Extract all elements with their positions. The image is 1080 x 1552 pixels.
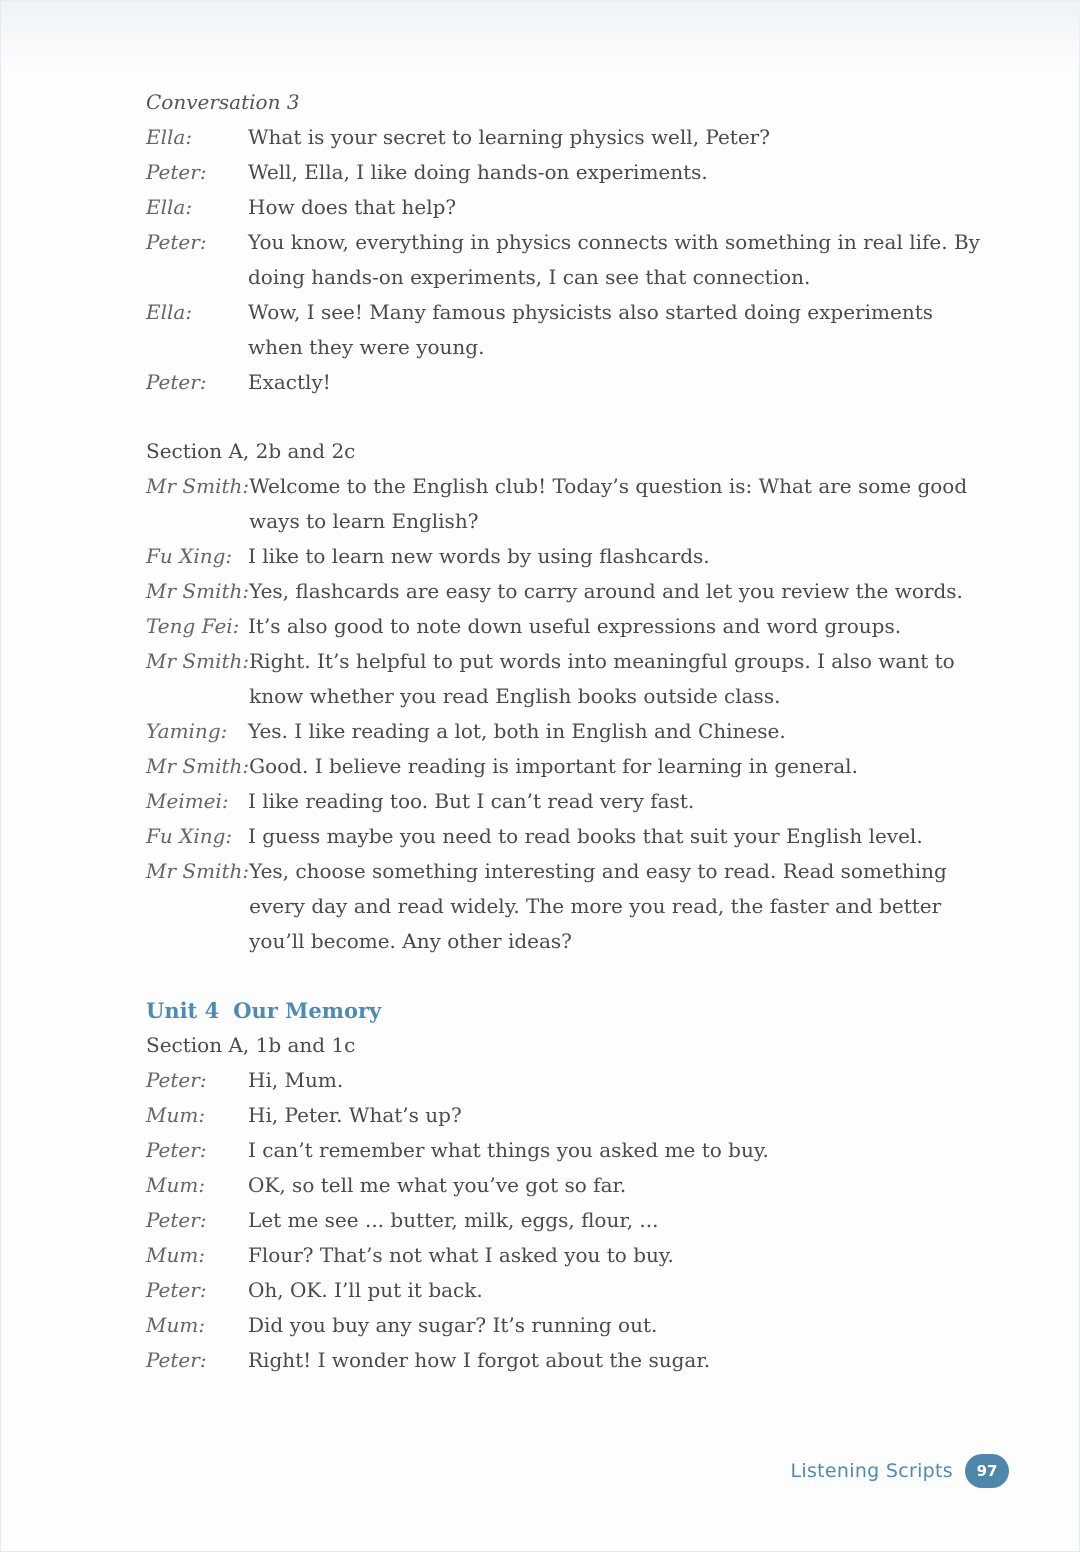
dialogue-line (146, 609, 986, 644)
speaker-name: Mum: (146, 1173, 206, 1197)
dialogue-text: Flour? That’s not what I asked you to buy. (248, 1243, 674, 1267)
dialogue-line (146, 190, 986, 225)
dialogue-text: How does that help? (248, 195, 457, 219)
dialogue-text: Yes, flashcards are easy to carry around and let you review the words. (249, 579, 963, 603)
conversation-3-dialogue (146, 120, 986, 400)
dialogue-text: I like reading too. But I can’t read very fast. (248, 789, 695, 813)
conversation-heading: Conversation 3 (146, 90, 300, 114)
speaker-name: Peter: (146, 1138, 207, 1162)
dialogue-line (146, 749, 986, 784)
dialogue-line (146, 539, 986, 574)
dialogue-text: Wow, I see! Many famous physicists also started doing experiments when they were young. (248, 300, 933, 359)
scan-shade (1, 1, 1080, 71)
speaker-name: Peter: (146, 1208, 207, 1232)
speaker-name: Teng Fei: (146, 614, 240, 638)
speaker-name: Ella: (146, 195, 193, 219)
dialogue-line (146, 1308, 986, 1343)
dialogue-line (146, 469, 986, 539)
dialogue-line (146, 1273, 986, 1308)
dialogue-text: I can’t remember what things you asked me to buy. (248, 1138, 769, 1162)
speaker-name: Mr Smith: (146, 754, 250, 778)
speaker-name: Peter: (146, 160, 207, 184)
dialogue-line (146, 714, 986, 749)
dialogue-text: Hi, Peter. What’s up? (248, 1103, 462, 1127)
dialogue-text: Welcome to the English club! Today’s question is: What are some good ways to learn English? (249, 474, 968, 533)
page-number-badge: 97 (965, 1454, 1009, 1488)
dialogue-text: You know, everything in physics connects with something in real life. By doing hands-on experiments, I can see that connection. (248, 230, 980, 289)
speaker-name: Peter: (146, 1278, 207, 1302)
speaker-name: Mr Smith: (146, 859, 250, 883)
dialogue-line (146, 644, 986, 714)
dialogue-line (146, 1133, 986, 1168)
speaker-name: Mr Smith: (146, 474, 250, 498)
dialogue-text: What is your secret to learning physics well, Peter? (248, 125, 770, 149)
section-title: Section A, 2b and 2c (146, 439, 356, 463)
dialogue-text: Well, Ella, I like doing hands-on experiments. (248, 160, 708, 184)
speaker-name: Mr Smith: (146, 649, 250, 673)
dialogue-line (146, 155, 986, 190)
dialogue-text: Right. It’s helpful to put words into meaningful groups. I also want to know whether you read English books outside class. (249, 649, 955, 708)
unit-title (146, 993, 986, 1028)
speaker-name: Mr Smith: (146, 579, 250, 603)
dialogue-text: Right! I wonder how I forgot about the sugar. (248, 1348, 711, 1372)
speaker-name: Mum: (146, 1243, 206, 1267)
dialogue-line (146, 574, 986, 609)
speaker-name: Meimei: (146, 789, 229, 813)
unit-4-dialogue (146, 1063, 986, 1378)
dialogue-line (146, 295, 986, 365)
dialogue-text: I guess maybe you need to read books that suit your English level. (248, 824, 923, 848)
section-a-2b-2c-dialogue (146, 469, 986, 959)
dialogue-line (146, 225, 986, 295)
speaker-name: Peter: (146, 230, 207, 254)
dialogue-line (146, 784, 986, 819)
speaker-name: Peter: (146, 1348, 207, 1372)
footer-label: Listening Scripts (790, 1460, 953, 1482)
unit-number: Unit 4 (146, 998, 220, 1023)
dialogue-line (146, 1203, 986, 1238)
dialogue-line (146, 1098, 986, 1133)
dialogue-line (146, 365, 986, 400)
speaker-name: Yaming: (146, 719, 228, 743)
dialogue-text: I like to learn new words by using flashcards. (248, 544, 710, 568)
dialogue-text: Hi, Mum. (248, 1068, 344, 1092)
speaker-name: Ella: (146, 125, 193, 149)
speaker-name: Ella: (146, 300, 193, 324)
dialogue-line (146, 1238, 986, 1273)
dialogue-line (146, 120, 986, 155)
speaker-name: Fu Xing: (146, 544, 233, 568)
unit-name: Our Memory (233, 998, 382, 1023)
speaker-name: Mum: (146, 1103, 206, 1127)
dialogue-line (146, 1168, 986, 1203)
speaker-name: Mum: (146, 1313, 206, 1337)
dialogue-text: Exactly! (248, 370, 331, 394)
dialogue-line (146, 1343, 986, 1378)
speaker-name: Peter: (146, 1068, 207, 1092)
dialogue-line (146, 819, 986, 854)
page-footer (791, 1454, 1009, 1488)
speaker-name: Peter: (146, 370, 207, 394)
dialogue-text: Good. I believe reading is important for learning in general. (249, 754, 858, 778)
dialogue-text: Did you buy any sugar? It’s running out. (248, 1313, 658, 1337)
unit-section-title: Section A, 1b and 1c (146, 1033, 356, 1057)
dialogue-text: Yes. I like reading a lot, both in English and Chinese. (248, 719, 786, 743)
dialogue-text: OK, so tell me what you’ve got so far. (248, 1173, 627, 1197)
dialogue-text: Yes, choose something interesting and easy to read. Read something every day and read widely. The more you read, the faster and better you’ll become. Any other ideas? (249, 859, 947, 953)
dialogue-line (146, 854, 986, 959)
dialogue-text: It’s also good to note down useful expressions and word groups. (248, 614, 902, 638)
speaker-name: Fu Xing: (146, 824, 233, 848)
dialogue-line (146, 1063, 986, 1098)
dialogue-text: Oh, OK. I’ll put it back. (248, 1278, 483, 1302)
listening-scripts-content (146, 85, 986, 1378)
dialogue-text: Let me see ... butter, milk, eggs, flour, ... (248, 1208, 659, 1232)
